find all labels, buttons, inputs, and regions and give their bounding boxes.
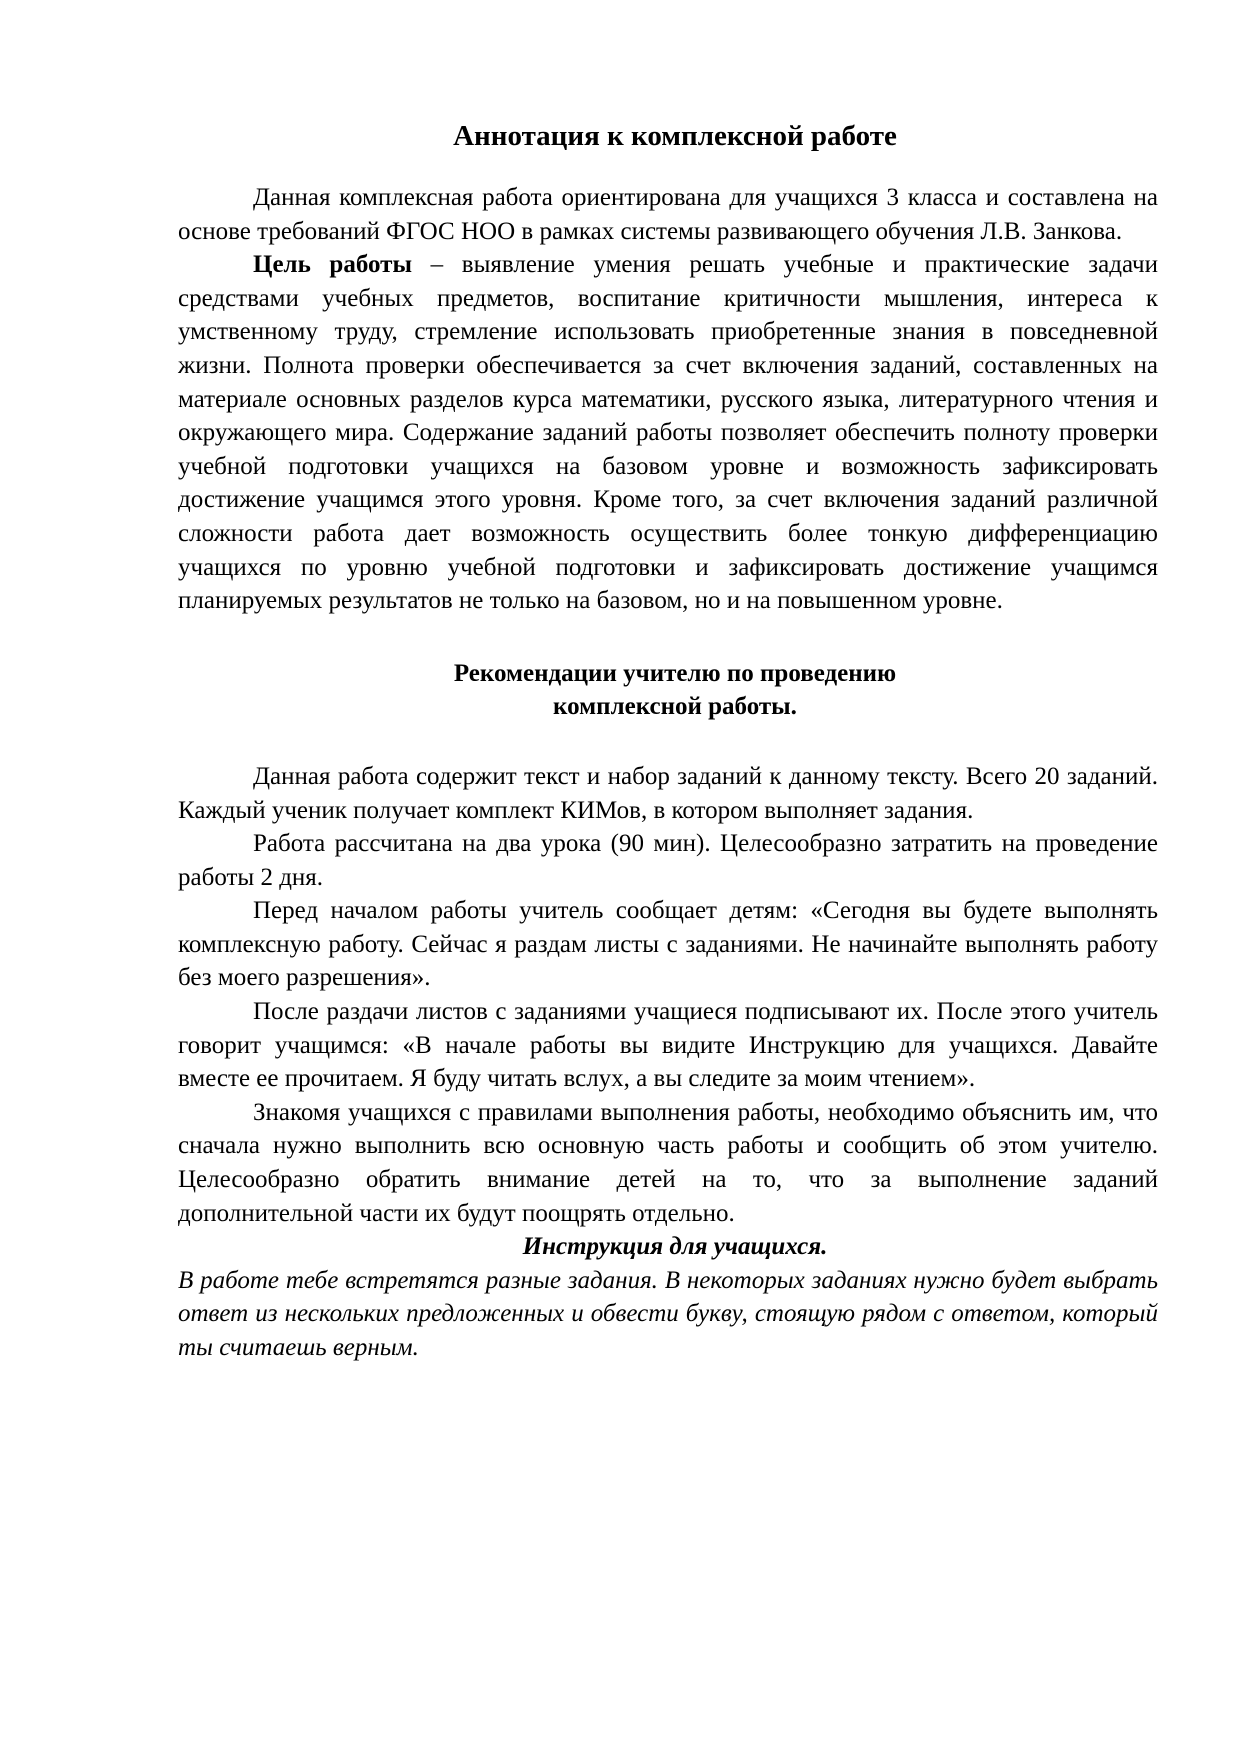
goal-paragraph bbox=[178, 248, 1158, 618]
document-title: Аннотация к комплексной работе bbox=[453, 120, 897, 152]
document-page bbox=[178, 118, 1158, 1365]
instruction-heading: Инструкция для учащихся. bbox=[522, 1233, 828, 1261]
goal-label: Цель работы bbox=[253, 251, 412, 279]
recommendations-heading bbox=[178, 657, 1158, 724]
intro-paragraph: Данная комплексная работа ориентирована для учащихся 3 класса и составлена на основе требований ФГОС НОО в рамках системы развивающего обучения Л.В. Занкова. bbox=[178, 184, 1158, 245]
goal-text: – выявление умения решать учебные и практические задачи средствами учебных предметов, воспитание критичности мышления, интереса к умственному труду, стремление использовать приобретенные знания в повседневной жизни. Полнота проверки обеспечивается за счет включения заданий, составленных на материале основных разделов курса математики, русского языка, литературного чтения и окружающего мира. Содержание заданий работы позволяет обеспечить полноту проверки учебной подготовки учащихся на базовом уровне и возможность зафиксировать достижение учащимся этого уровня. Кроме того, за счет включения заданий различной сложности работа дает возможность осуществить более тонкую дифференциацию учащихся по уровню учебной подготовки и зафиксировать достижение учащимся планируемых результатов не только на базовом, но и на повышенном уровне. bbox=[178, 251, 1158, 615]
recommendation-paragraph: После раздачи листов с заданиями учащиеся подписывают их. После этого учитель говорит учащимся: «В начале работы вы видите Инструкцию для учащихся. Давайте вместе ее прочитаем. Я буду читать вслух, а вы следите за моим чтением». bbox=[178, 998, 1158, 1093]
recommendation-paragraph: Данная работа содержит текст и набор заданий к данному тексту. Всего 20 заданий. Каждый ученик получает комплект КИМов, в котором выполняет задания. bbox=[178, 762, 1158, 824]
instruction-text: В работе тебе встретятся разные задания. В некоторых заданиях нужно будет выбрать ответ из нескольких предложенных и обвести букву, стоящую рядом с ответом, который ты считаешь верным. bbox=[178, 1266, 1158, 1361]
recommendation-paragraph: Работа рассчитана на два урока (90 мин). Целесообразно затратить на проведение работы 2 дня. bbox=[178, 830, 1158, 891]
recommendations-heading-line-2: комплексной работы. bbox=[553, 693, 797, 721]
recommendation-paragraph: Перед началом работы учитель сообщает детям: «Сегодня вы будете выполнять комплексную работу. Сейчас я раздам листы с заданиями. Не начинайте выполнять работу без моего разрешения». bbox=[178, 897, 1158, 992]
recommendation-paragraph: Знакомя учащихся с правилами выполнения работы, необходимо объяснить им, что сначала нужно выполнить всю основную часть работы и сообщить об этом учителю. Целесообразно обратить внимание детей на то, что за выполнение заданий дополнительной части их будут поощрять отдельно. bbox=[178, 1098, 1158, 1227]
recommendations-heading-line-1: Рекомендации учителю по проведению bbox=[453, 659, 897, 687]
